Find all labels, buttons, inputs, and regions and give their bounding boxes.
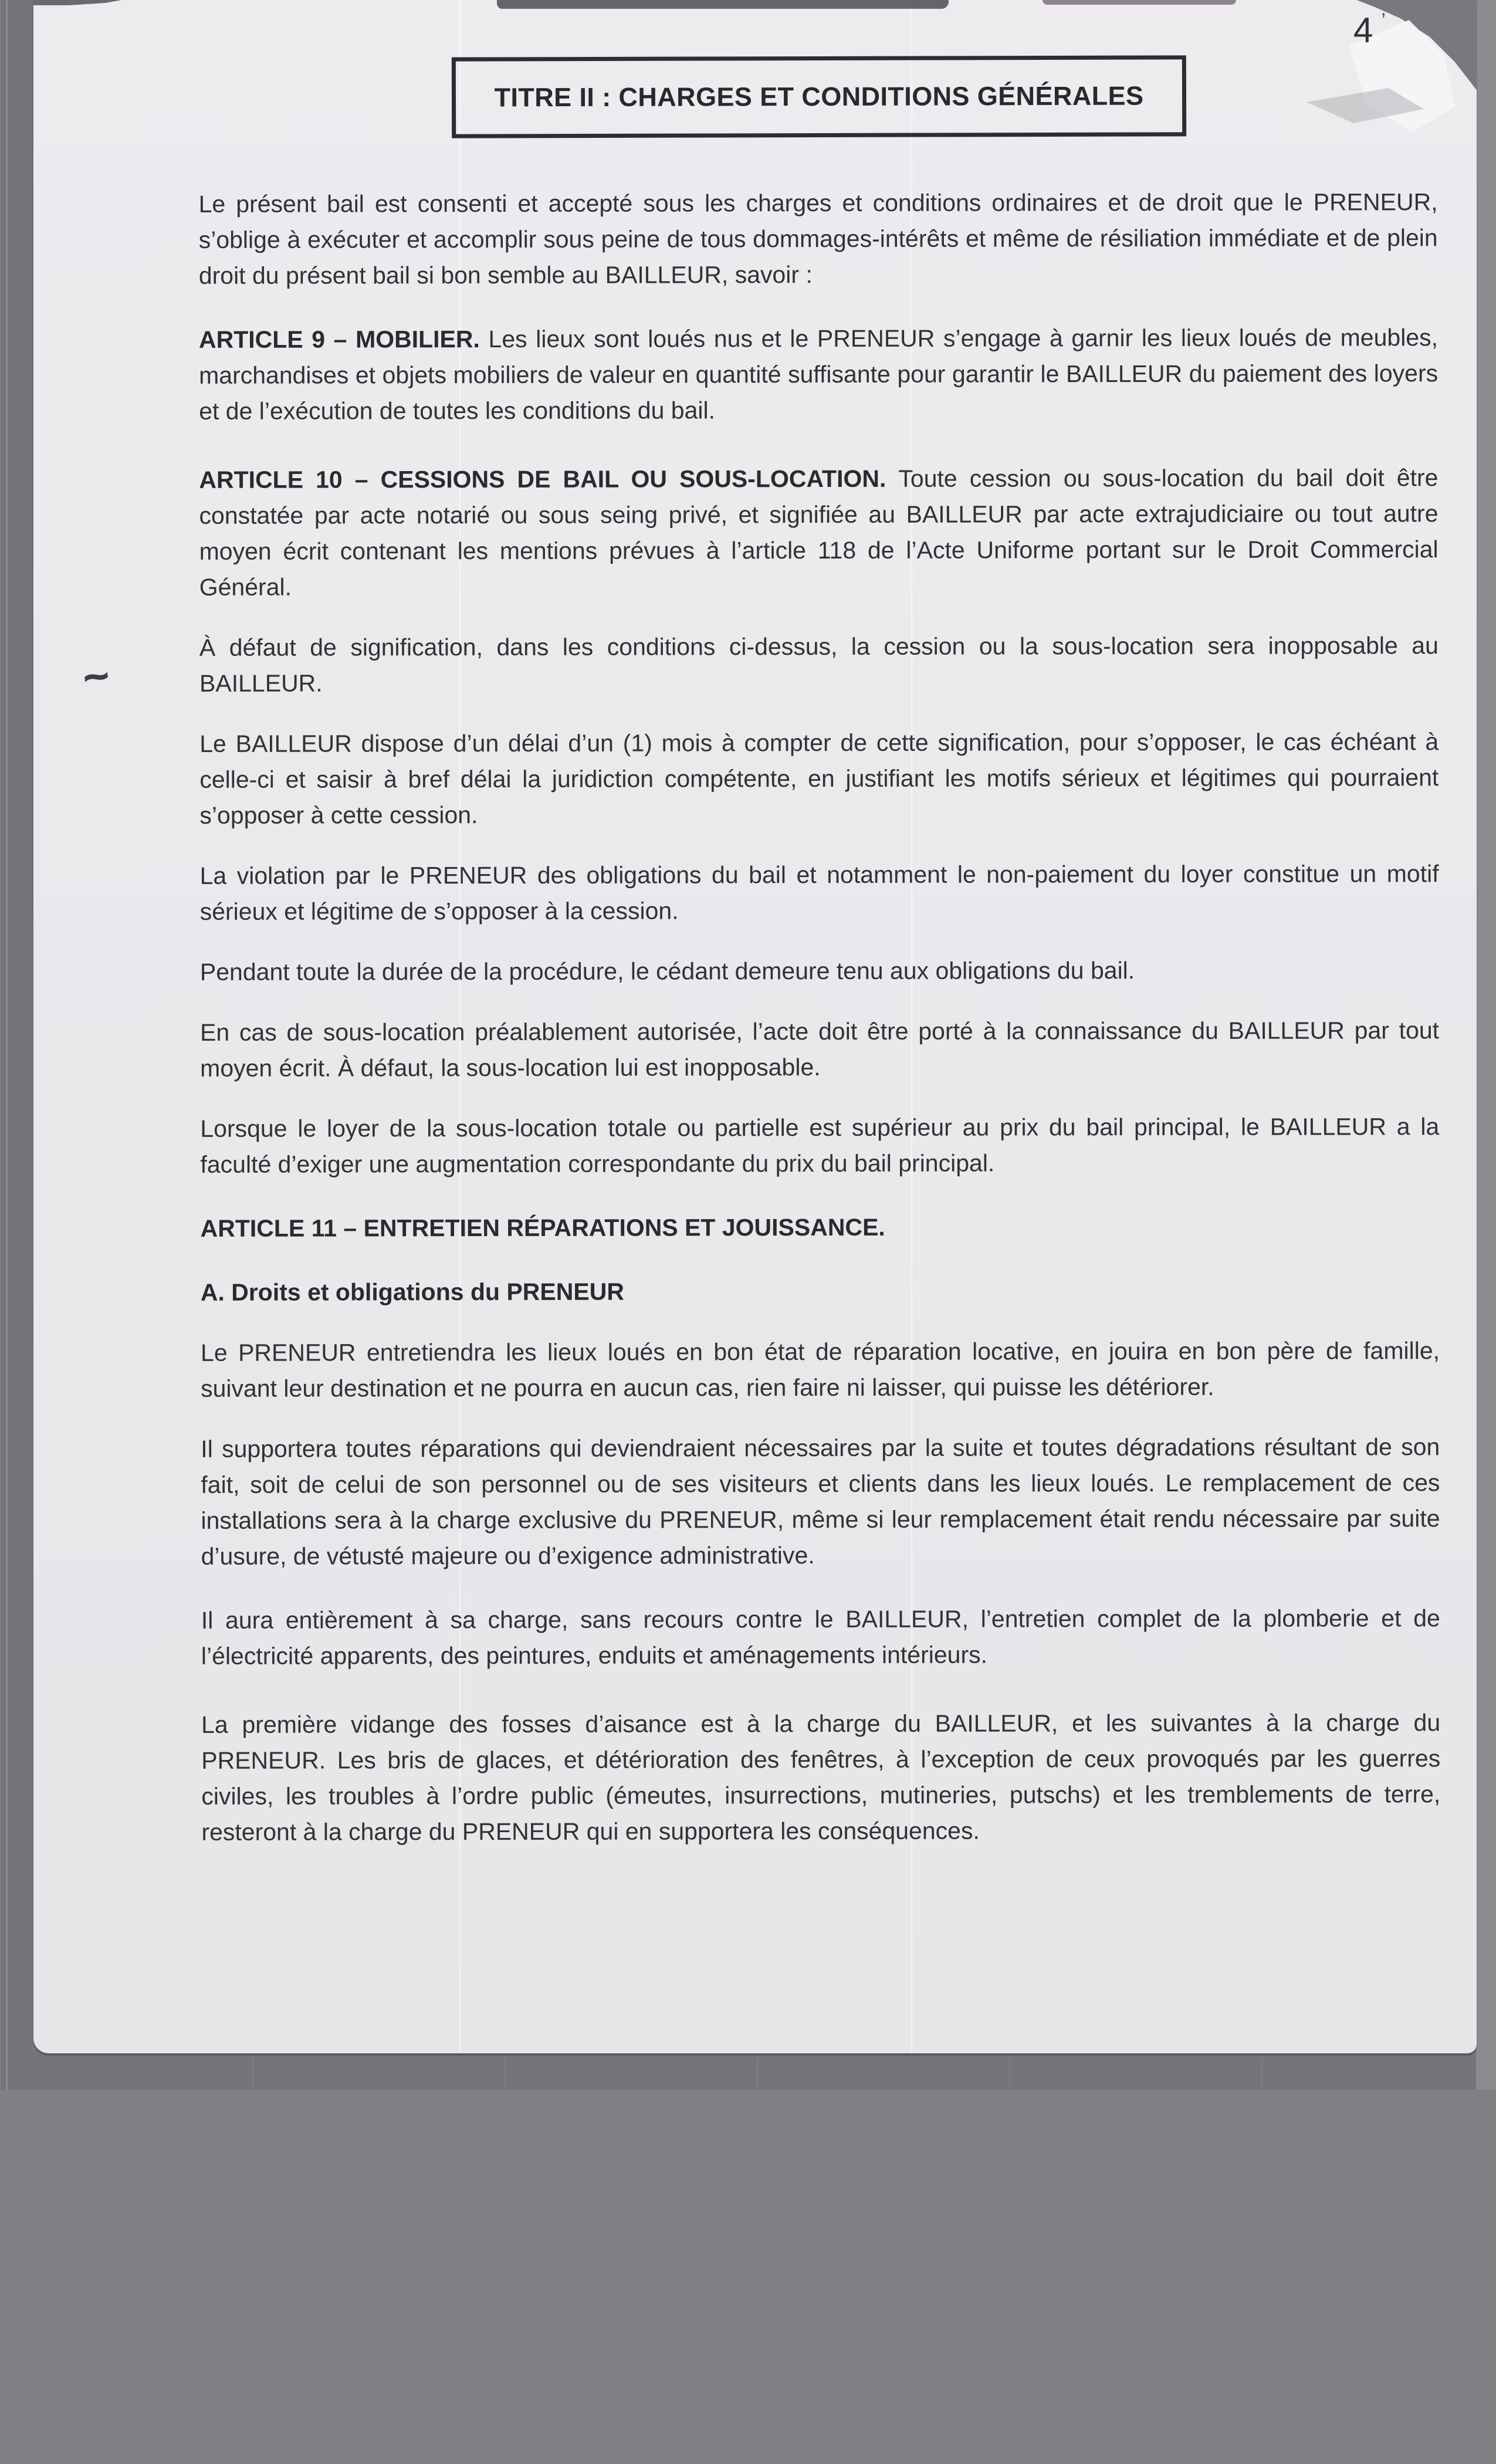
document-page [33,0,1477,2053]
paragraph: La première vidange des fosses d’aisance est à la charge du BAILLEUR, et les suivantes à la charge du PRENEUR. Les bris de glaces, et détérioration des fenêtres, à l’exception de ceux provoqués par les guerres civiles, les troubles à l’ordre public (émeutes, insurrections, mutineries, putschs) et les tremblements de terre, resteront à la charge du PRENEUR qui en supportera les conséquences. [201,1709,1441,1846]
scan-speck: ’ [1381,9,1386,32]
paragraph: Pendant toute la durée de la procédure, le cédant demeure tenu aux obligations du bail. [199,957,1135,986]
paragraph-subheading-a [201,1272,1440,1311]
paragraph-article-10: ARTICLE 10 – CESSIONS DE BAIL OU SOUS-LOCATION. Toute cession ou sous-location du bail doit être constatée par acte notarié ou sous seing privé, et signifiée au BAILLEUR par acte extrajudiciaire ou tout autre moyen écrit contenant les mentions prévues à l’article 118 de l’Acte Uniforme portant sur le Droit Commercial Général. [199,464,1439,601]
paragraph: En cas de sous-location préalablement autorisée, l’acte doit être porté à la connaissance du BAILLEUR par tout moyen écrit. À défaut, la sous-location lui est inopposable. [200,1017,1440,1082]
paragraph: Le BAILLEUR dispose d’un délai d’un (1) mois à compter de cette signification, pour s’opposer, le cas échéant à celle-ci et saisir à bref délai la juridiction compétente, en justifiant les motifs sérieux et légitimes qui pourraient s’opposer à cette cession. [199,728,1439,829]
paragraph: Il supportera toutes réparations qui deviendraient nécessaires par la suite et toutes dégradations résultant de son fait, soit de celui de son personnel ou de ses visiteurs et clients dans les lieux loués. Le remplacement de ces installations sera à la charge exclusive du PRENEUR, même si leur remplacement était rendu nécessaire par suite d’usure, de vétusté majeure ou d’exigence administrative. [201,1433,1440,1570]
scanner-right-edge [1476,0,1496,2090]
article-10-heading: ARTICLE 10 – CESSIONS DE BAIL OU SOUS-LOCATION. [199,465,899,493]
torn-edge-top-right [1043,0,1236,5]
paragraph: À défaut de signification, dans les conditions ci-dessus, la cession ou la sous-location sera inopposable au BAILLEUR. [199,632,1439,697]
section-title-box [452,55,1186,138]
document-body [199,184,1441,1850]
paragraph: Le PRENEUR entretiendra les lieux loués en bon état de réparation locative, en jouira en bon père de famille, suivant leur destination et ne pourra en aucun cas, rien faire ni laisser, qui puisse les détériorer. [200,1337,1440,1402]
section-title: TITRE II : CHARGES ET CONDITIONS GÉNÉRALES [494,80,1144,113]
torn-edge-top-left [33,0,121,5]
paragraph-intro: Le présent bail est consenti et accepté sous les charges et conditions ordinaires et de droit que le PRENEUR, s’oblige à exécuter et accomplir sous peine de tous dommages-intérêts et même de résiliation immédiate et de plein droit du présent bail si bon semble au BAILLEUR, savoir : [198,188,1438,289]
article-9-heading: ARTICLE 9 – MOBILIER. [198,325,489,353]
paragraph: Lorsque le loyer de la sous-location totale ou partielle est supérieur au prix du bail principal, le BAILLEUR a la faculté d’exiger une augmentation correspondante du prix du bail principal. [200,1113,1440,1178]
paragraph-article-9: ARTICLE 9 – MOBILIER. Les lieux sont loués nus et le PRENEUR s’engage à garnir les lieux loués de meubles, marchandises et objets mobiliers de valeur en quantité suffisante pour garantir le BAILLEUR du paiement des loyers et de l’exécution de toutes les conditions du bail. [198,324,1439,425]
article-11-heading: ARTICLE 11 – ENTRETIEN RÉPARATIONS ET JOUISSANCE. [200,1213,885,1242]
scan-streak-line [6,0,8,2090]
page-number: 4 ’ [1353,9,1386,50]
paragraph-article-11 [201,1209,1440,1247]
paragraph: Il aura entièrement à sa charge, sans recours contre le BAILLEUR, l’entretien complet de la plomberie et de l’électricité apparents, des peintures, enduits et aménagements intérieurs. [201,1605,1440,1670]
paragraph: La violation par le PRENEUR des obligations du bail et notamment le non-paiement du loyer constitue un motif sérieux et légitime de s’opposer à la cession. [199,860,1439,925]
subheading-a: A. Droits et obligations du PRENEUR [200,1278,624,1306]
margin-pen-mark: ~ [78,648,114,705]
torn-edge-top-middle [497,0,949,9]
